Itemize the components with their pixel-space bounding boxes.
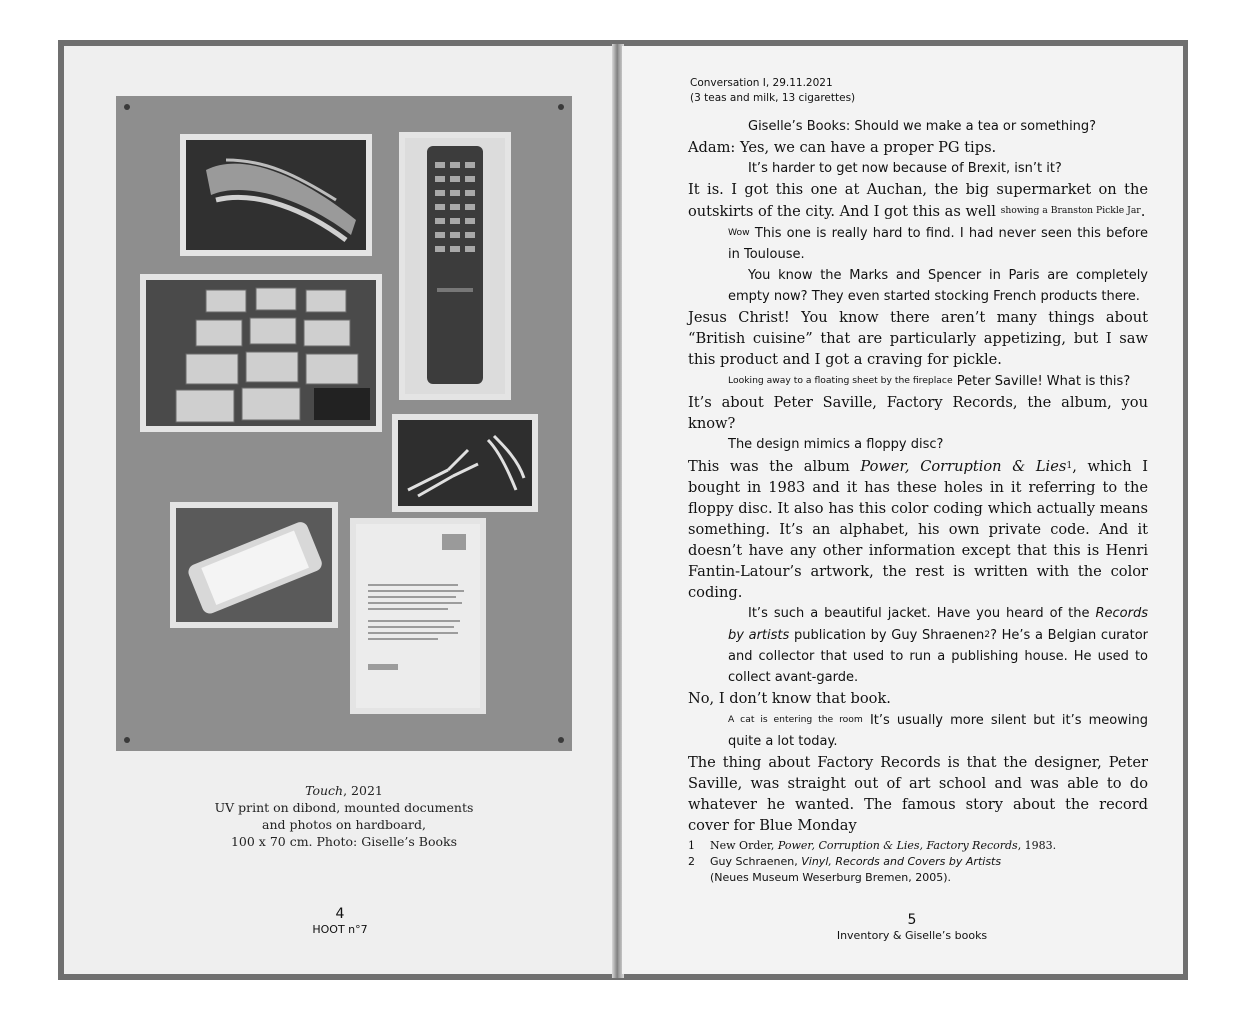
footnote-item (688, 838, 1158, 854)
dialogue-line (728, 603, 1148, 688)
header-title: Conversation I, 29.11.2021 (690, 77, 833, 89)
header-subtitle: (3 teas and milk, 13 cigarettes) (690, 92, 856, 104)
photo-skeleton-hands (392, 414, 538, 512)
dialogue-line: No, I don’t know that book. (688, 690, 891, 707)
dialogue-text: This one is really hard to find. I had never seen this before in Toulouse. (728, 226, 1148, 262)
mount-bolt (558, 104, 564, 110)
dialogue-text: ? He’s a Belgian curator and collector that used to run a publishing house. He used to collect avant-garde. (728, 628, 1149, 685)
artwork-photograph (116, 96, 572, 751)
xray-hand-image (186, 140, 366, 250)
footnotes (688, 838, 1158, 886)
dialogue-text: It’s usually more silent but it’s meowing quite a lot today. (728, 713, 1148, 749)
right-folio (802, 912, 1022, 944)
photo-smartphone (170, 502, 338, 628)
footnote-text: Guy Schraenen, (710, 855, 802, 868)
caption-line: UV print on dibond, mounted documents (214, 800, 474, 815)
conversation-text (688, 116, 1148, 836)
album-title: Power, Corruption & Lies (860, 458, 1067, 475)
dialogue-text: . (1140, 203, 1146, 220)
letter-document-image (356, 524, 480, 708)
caption-line: and photos on hardboard, (262, 817, 426, 832)
stage-direction: Wow (728, 227, 750, 238)
stage-direction: A cat is entering the room (728, 714, 863, 725)
footnote-text: , 1983. (1017, 839, 1057, 852)
smartphone-image (176, 508, 332, 622)
typewriters-image (146, 280, 376, 426)
footnote-ref: 2 (984, 629, 991, 640)
stage-direction: showing a Branston Pickle Jar (1000, 205, 1141, 216)
footnote-title: Power, Corruption & Lies, Factory Records (777, 839, 1018, 852)
page-number: 5 (907, 912, 917, 928)
dialogue-line (728, 370, 1148, 392)
dialogue-line: The design mimics a floppy disc? (728, 437, 944, 452)
left-folio (290, 906, 390, 938)
dialogue-line: It’s harder to get now because of Brexit, isn’t it? (748, 161, 1062, 176)
photo-letter-document (350, 518, 486, 714)
dialogue-line: It’s about Peter Saville, Factory Records, the album, you know? (688, 394, 1148, 432)
footnote-text: (Neues Museum Weserburg Bremen, 2005). (710, 871, 952, 884)
page-number: 4 (335, 906, 345, 922)
caption-title: Touch (305, 783, 344, 798)
dialogue-text: Peter Saville! What is this? (956, 374, 1131, 389)
artwork-caption (164, 782, 524, 850)
dialogue-line (728, 709, 1148, 752)
stage-direction: Looking away to a floating sheet by the fireplace (728, 375, 953, 386)
mount-bolt (124, 104, 130, 110)
left-page (64, 46, 615, 974)
dialogue-text: , which I bought in 1983 and it has these holes in it referring to the floppy disc. It also has this color coding which actually means something. It’s an alphabet, his own private code. And it doesn’t have any other information except that this is Henri Fantin-Latour’s artwork, the rest is written with the color coding. (688, 458, 1149, 601)
footnote-text: New Order, (710, 839, 778, 852)
page-footer: Inventory & Giselle’s books (836, 929, 988, 942)
dialogue-line (688, 179, 1148, 222)
dialogue-line: Adam: Yes, we can have a proper PG tips. (688, 139, 997, 156)
dialogue-line (728, 222, 1148, 265)
dialogue-text: It is. I got this one at Auchan, the big supermarket on the outskirts of the city. And I got this as well (688, 181, 1148, 220)
skeleton-hands-image (398, 420, 532, 506)
footnote-item (688, 854, 1158, 886)
footnote-ref: 1 (1066, 460, 1073, 471)
photo-typewriters (140, 274, 382, 432)
remote-control-image (405, 138, 505, 394)
page-footer: HOOT n°7 (312, 923, 368, 936)
dialogue-line: Giselle’s Books: Should we make a tea or something? (748, 119, 1097, 134)
dialogue-line: The thing about Factory Records is that the designer, Peter Saville, was straight out of art school and was able to do whatever he wanted. The famous story about the record cover for Blue Monday (688, 754, 1148, 834)
right-page (622, 46, 1183, 974)
footnote-title: Vinyl, Records and Covers by Artists (801, 855, 1002, 868)
dialogue-line: You know the Marks and Spencer in Paris are completely empty now? They even started stocking French products there. (728, 268, 1148, 304)
dialogue-text: It’s such a beautiful jacket. Have you heard of the (748, 606, 1090, 621)
mount-bolt (124, 737, 130, 743)
book-title: Records by artists (728, 606, 1148, 643)
footnote-number: 1 (688, 839, 695, 852)
dialogue-line (688, 455, 1148, 603)
dialogue-line: Jesus Christ! You know there aren’t many things about “British cuisine” that are particularly appetizing, but I saw this product and I got a craving for pickle. (688, 309, 1148, 368)
footnote-number: 2 (688, 855, 695, 868)
caption-year: , 2021 (343, 783, 383, 798)
photo-remote-control (399, 132, 511, 400)
caption-line: 100 x 70 cm. Photo: Giselle’s Books (230, 834, 458, 849)
dialogue-text: This was the album (688, 458, 850, 475)
conversation-header (690, 76, 855, 106)
mount-bolt (558, 737, 564, 743)
photo-xray-hand (180, 134, 372, 256)
dialogue-text: publication by Guy Shraenen (793, 628, 985, 643)
